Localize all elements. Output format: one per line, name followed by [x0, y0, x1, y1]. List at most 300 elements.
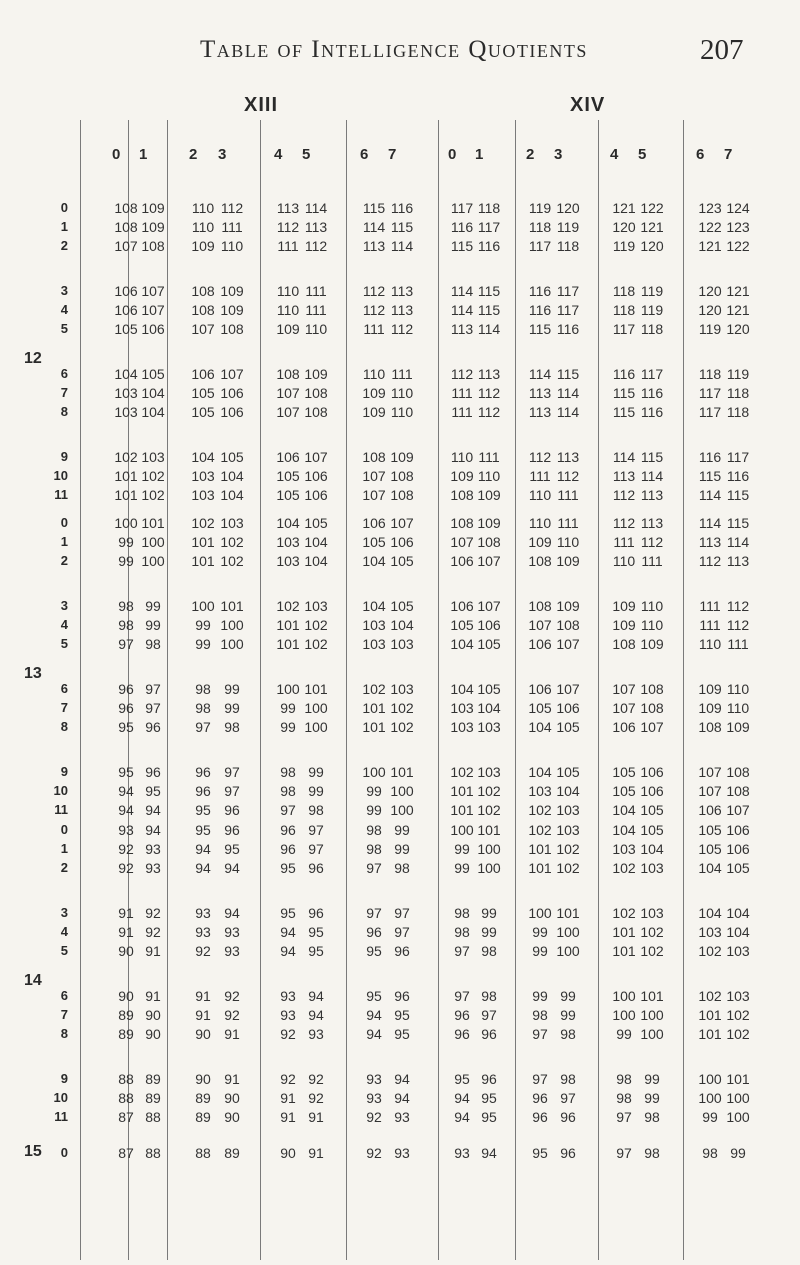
iq-cell: 108: [528, 553, 552, 569]
iq-cell: 108: [612, 636, 636, 652]
iq-cell: 99: [366, 783, 382, 799]
iq-cell: 100: [528, 905, 552, 921]
month-label: 2: [60, 238, 68, 253]
iq-cell: 94: [195, 841, 211, 857]
iq-cell: 115: [612, 404, 636, 420]
iq-cell: 105: [556, 719, 580, 735]
iq-cell: 110: [220, 238, 244, 254]
iq-cell: 108: [114, 200, 138, 216]
iq-cell: 117: [477, 219, 501, 235]
iq-cell: 95: [394, 1007, 410, 1023]
column-header: 2: [189, 146, 198, 163]
iq-cell: 90: [118, 943, 134, 959]
iq-cell: 99: [394, 841, 410, 857]
iq-cell: 108: [304, 404, 328, 420]
iq-cell: 107: [141, 302, 165, 318]
iq-cell: 119: [612, 238, 636, 254]
iq-cell: 90: [195, 1026, 211, 1042]
iq-cell: 106: [640, 783, 664, 799]
iq-cell: 91: [118, 905, 134, 921]
iq-cell: 116: [556, 321, 580, 337]
iq-cell: 114: [726, 534, 750, 550]
iq-cell: 107: [698, 783, 722, 799]
iq-cell: 104: [698, 905, 722, 921]
iq-cell: 98: [454, 905, 470, 921]
iq-cell: 101: [114, 468, 138, 484]
iq-cell: 118: [477, 200, 501, 216]
iq-cell: 90: [145, 1007, 161, 1023]
iq-cell: 113: [477, 366, 501, 382]
iq-cell: 93: [195, 905, 211, 921]
iq-cell: 113: [362, 238, 386, 254]
iq-cell: 115: [640, 449, 664, 465]
iq-cell: 102: [477, 783, 501, 799]
iq-cell: 119: [556, 219, 580, 235]
iq-cell: 117: [698, 385, 722, 401]
iq-cell: 97: [224, 783, 240, 799]
iq-cell: 92: [308, 1090, 324, 1106]
iq-cell: 115: [698, 468, 722, 484]
iq-cell: 103: [556, 802, 580, 818]
iq-cell: 108: [191, 283, 215, 299]
iq-cell: 118: [726, 385, 750, 401]
iq-cell: 106: [528, 636, 552, 652]
iq-cell: 102: [640, 943, 664, 959]
iq-cell: 103: [477, 719, 501, 735]
iq-cell: 118: [556, 238, 580, 254]
iq-cell: 105: [191, 404, 215, 420]
iq-cell: 109: [612, 598, 636, 614]
iq-cell: 116: [640, 385, 664, 401]
iq-cell: 100: [726, 1109, 750, 1125]
iq-cell: 103: [304, 598, 328, 614]
iq-cell: 106: [698, 802, 722, 818]
month-label: 2: [60, 553, 68, 568]
iq-cell: 98: [644, 1109, 660, 1125]
iq-cell: 99: [224, 700, 240, 716]
iq-cell: 104: [191, 449, 215, 465]
iq-cell: 110: [698, 636, 722, 652]
iq-cell: 91: [308, 1145, 324, 1161]
iq-cell: 93: [224, 943, 240, 959]
iq-cell: 101: [390, 764, 414, 780]
iq-cell: 95: [532, 1145, 548, 1161]
iq-cell: 95: [224, 841, 240, 857]
iq-cell: 111: [727, 636, 749, 652]
iq-cell: 99: [481, 905, 497, 921]
iq-cell: 99: [616, 1026, 632, 1042]
iq-cell: 117: [726, 449, 750, 465]
iq-cell: 97: [481, 1007, 497, 1023]
iq-cell: 94: [280, 943, 296, 959]
iq-cell: 98: [145, 636, 161, 652]
iq-cell: 107: [556, 636, 580, 652]
iq-cell: 102: [556, 841, 580, 857]
iq-cell: 107: [362, 487, 386, 503]
iq-cell: 99: [366, 802, 382, 818]
page-number: 207: [700, 34, 744, 66]
iq-cell: 111: [613, 534, 635, 550]
iq-cell: 110: [726, 681, 750, 697]
iq-cell: 99: [532, 943, 548, 959]
iq-cell: 90: [118, 988, 134, 1004]
iq-cell: 115: [362, 200, 386, 216]
column-divider: [80, 120, 81, 1260]
iq-cell: 99: [532, 988, 548, 1004]
iq-cell: 106: [276, 449, 300, 465]
iq-cell: 99: [730, 1145, 746, 1161]
iq-cell: 102: [191, 515, 215, 531]
iq-cell: 100: [698, 1090, 722, 1106]
iq-cell: 96: [532, 1109, 548, 1125]
month-label: 6: [60, 681, 68, 696]
iq-cell: 117: [556, 283, 580, 299]
iq-cell: 100: [362, 764, 386, 780]
iq-cell: 112: [726, 617, 750, 633]
iq-cell: 109: [276, 321, 300, 337]
column-divider: [598, 120, 599, 1260]
iq-cell: 113: [640, 515, 664, 531]
iq-cell: 98: [454, 924, 470, 940]
iq-cell: 107: [304, 449, 328, 465]
iq-cell: 99: [145, 598, 161, 614]
iq-cell: 91: [280, 1109, 296, 1125]
iq-cell: 96: [224, 802, 240, 818]
iq-cell: 92: [145, 905, 161, 921]
iq-cell: 102: [304, 617, 328, 633]
iq-cell: 92: [224, 1007, 240, 1023]
iq-cell: 93: [454, 1145, 470, 1161]
iq-cell: 104: [450, 636, 474, 652]
iq-cell: 121: [612, 200, 636, 216]
iq-cell: 94: [454, 1109, 470, 1125]
iq-cell: 100: [390, 783, 414, 799]
iq-cell: 114: [304, 200, 328, 216]
iq-cell: 93: [195, 924, 211, 940]
iq-cell: 102: [362, 681, 386, 697]
iq-cell: 98: [224, 719, 240, 735]
iq-cell: 97: [308, 822, 324, 838]
iq-cell: 102: [114, 449, 138, 465]
iq-cell: 117: [612, 321, 636, 337]
iq-cell: 97: [616, 1145, 632, 1161]
column-header: 7: [388, 146, 397, 163]
iq-cell: 104: [390, 617, 414, 633]
iq-cell: 101: [114, 487, 138, 503]
iq-cell: 107: [612, 700, 636, 716]
iq-cell: 106: [612, 719, 636, 735]
month-label: 9: [60, 449, 68, 464]
iq-cell: 102: [390, 700, 414, 716]
iq-cell: 97: [145, 681, 161, 697]
iq-cell: 102: [276, 598, 300, 614]
iq-cell: 112: [390, 321, 414, 337]
iq-cell: 108: [114, 219, 138, 235]
iq-cell: 97: [145, 700, 161, 716]
iq-cell: 96: [481, 1026, 497, 1042]
iq-cell: 117: [698, 404, 722, 420]
iq-cell: 118: [640, 321, 664, 337]
iq-cell: 118: [612, 283, 636, 299]
iq-cell: 120: [640, 238, 664, 254]
month-label: 8: [60, 1026, 68, 1041]
iq-cell: 115: [726, 487, 750, 503]
iq-cell: 98: [195, 700, 211, 716]
iq-cell: 89: [145, 1071, 161, 1087]
iq-cell: 94: [224, 905, 240, 921]
iq-cell: 103: [390, 636, 414, 652]
iq-cell: 120: [698, 302, 722, 318]
age-label: 13: [24, 664, 42, 682]
iq-cell: 102: [556, 860, 580, 876]
iq-cell: 104: [528, 764, 552, 780]
iq-cell: 107: [612, 681, 636, 697]
month-label: 3: [60, 598, 68, 613]
iq-cell: 95: [308, 943, 324, 959]
iq-cell: 106: [304, 487, 328, 503]
iq-cell: 120: [612, 219, 636, 235]
iq-cell: 116: [640, 404, 664, 420]
iq-cell: 96: [224, 822, 240, 838]
iq-cell: 101: [276, 617, 300, 633]
iq-cell: 104: [304, 534, 328, 550]
iq-cell: 92: [366, 1145, 382, 1161]
iq-cell: 105: [276, 468, 300, 484]
column-header: 1: [139, 146, 148, 163]
iq-cell: 111: [221, 219, 243, 235]
iq-cell: 107: [556, 681, 580, 697]
iq-cell: 105: [477, 681, 501, 697]
iq-cell: 95: [145, 783, 161, 799]
iq-cell: 104: [141, 385, 165, 401]
iq-cell: 97: [224, 764, 240, 780]
iq-cell: 120: [556, 200, 580, 216]
iq-cell: 113: [304, 219, 328, 235]
month-label: 7: [60, 385, 68, 400]
iq-cell: 106: [726, 822, 750, 838]
month-label: 3: [60, 905, 68, 920]
iq-cell: 101: [141, 515, 165, 531]
iq-cell: 96: [308, 905, 324, 921]
iq-cell: 93: [366, 1071, 382, 1087]
iq-cell: 108: [528, 598, 552, 614]
iq-cell: 105: [640, 802, 664, 818]
month-label: 6: [60, 366, 68, 381]
month-label: 0: [60, 1145, 68, 1160]
iq-cell: 122: [726, 238, 750, 254]
iq-cell: 98: [280, 783, 296, 799]
iq-cell: 99: [560, 988, 576, 1004]
iq-cell: 108: [362, 449, 386, 465]
iq-cell: 97: [195, 719, 211, 735]
iq-cell: 112: [477, 385, 501, 401]
iq-cell: 93: [280, 988, 296, 1004]
iq-cell: 95: [366, 943, 382, 959]
iq-cell: 106: [528, 681, 552, 697]
iq-cell: 88: [195, 1145, 211, 1161]
iq-cell: 96: [454, 1007, 470, 1023]
iq-cell: 98: [532, 1007, 548, 1023]
iq-cell: 93: [145, 860, 161, 876]
iq-cell: 103: [191, 487, 215, 503]
month-label: 6: [60, 988, 68, 1003]
iq-cell: 99: [481, 924, 497, 940]
group-header-xiii: XIII: [244, 94, 279, 116]
iq-cell: 104: [612, 822, 636, 838]
iq-cell: 109: [726, 719, 750, 735]
iq-cell: 114: [698, 487, 722, 503]
iq-cell: 97: [308, 841, 324, 857]
iq-cell: 95: [195, 802, 211, 818]
iq-cell: 117: [556, 302, 580, 318]
iq-cell: 97: [366, 905, 382, 921]
month-label: 0: [60, 515, 68, 530]
iq-cell: 100: [141, 553, 165, 569]
iq-cell: 110: [528, 487, 552, 503]
iq-cell: 102: [477, 802, 501, 818]
iq-cell: 93: [308, 1026, 324, 1042]
iq-cell: 109: [304, 366, 328, 382]
iq-cell: 91: [145, 988, 161, 1004]
column-header: 1: [475, 146, 484, 163]
iq-cell: 90: [145, 1026, 161, 1042]
iq-cell: 103: [640, 860, 664, 876]
iq-cell: 108: [640, 681, 664, 697]
iq-cell: 116: [698, 449, 722, 465]
iq-cell: 98: [644, 1145, 660, 1161]
month-label: 5: [60, 321, 68, 336]
iq-cell: 98: [394, 860, 410, 876]
iq-cell: 116: [528, 302, 552, 318]
iq-cell: 103: [477, 764, 501, 780]
iq-cell: 101: [304, 681, 328, 697]
iq-cell: 102: [141, 468, 165, 484]
iq-cell: 102: [528, 802, 552, 818]
iq-cell: 111: [478, 449, 500, 465]
iq-cell: 107: [114, 238, 138, 254]
iq-cell: 100: [390, 802, 414, 818]
iq-cell: 109: [141, 200, 165, 216]
iq-cell: 108: [220, 321, 244, 337]
iq-cell: 98: [616, 1090, 632, 1106]
month-label: 11: [54, 802, 68, 817]
iq-cell: 88: [145, 1109, 161, 1125]
iq-cell: 109: [390, 449, 414, 465]
iq-cell: 109: [612, 617, 636, 633]
iq-cell: 108: [477, 534, 501, 550]
iq-cell: 101: [191, 553, 215, 569]
page-header: [0, 36, 800, 76]
iq-cell: 108: [450, 515, 474, 531]
iq-cell: 99: [394, 822, 410, 838]
iq-cell: 97: [532, 1026, 548, 1042]
iq-cell: 96: [145, 719, 161, 735]
iq-cell: 101: [191, 534, 215, 550]
iq-cell: 87: [118, 1109, 134, 1125]
iq-cell: 92: [195, 943, 211, 959]
iq-cell: 91: [308, 1109, 324, 1125]
iq-cell: 103: [276, 534, 300, 550]
iq-cell: 96: [394, 988, 410, 1004]
iq-cell: 105: [726, 860, 750, 876]
iq-cell: 103: [114, 385, 138, 401]
iq-cell: 114: [390, 238, 414, 254]
iq-cell: 99: [118, 553, 134, 569]
iq-cell: 109: [528, 534, 552, 550]
iq-cell: 115: [726, 515, 750, 531]
iq-cell: 93: [394, 1145, 410, 1161]
iq-cell: 112: [362, 302, 386, 318]
iq-cell: 89: [224, 1145, 240, 1161]
iq-cell: 109: [220, 302, 244, 318]
iq-cell: 115: [556, 366, 580, 382]
iq-cell: 102: [528, 822, 552, 838]
column-header: 3: [218, 146, 227, 163]
iq-cell: 114: [556, 385, 580, 401]
iq-cell: 100: [698, 1071, 722, 1087]
iq-cell: 102: [698, 943, 722, 959]
iq-cell: 112: [477, 404, 501, 420]
iq-cell: 97: [118, 636, 134, 652]
iq-cell: 100: [640, 1007, 664, 1023]
iq-cell: 95: [118, 764, 134, 780]
iq-cell: 120: [726, 321, 750, 337]
iq-cell: 112: [362, 283, 386, 299]
iq-cell: 111: [641, 553, 663, 569]
iq-cell: 105: [612, 783, 636, 799]
iq-cell: 105: [362, 534, 386, 550]
iq-cell: 119: [640, 283, 664, 299]
iq-cell: 101: [528, 841, 552, 857]
iq-cell: 99: [702, 1109, 718, 1125]
iq-cell: 112: [276, 219, 300, 235]
iq-cell: 100: [612, 1007, 636, 1023]
iq-cell: 102: [726, 1007, 750, 1023]
iq-cell: 94: [481, 1145, 497, 1161]
age-label: 14: [24, 971, 42, 989]
column-header: 3: [554, 146, 563, 163]
iq-cell: 98: [308, 802, 324, 818]
iq-cell: 99: [644, 1090, 660, 1106]
iq-cell: 105: [477, 636, 501, 652]
iq-cell: 114: [362, 219, 386, 235]
column-header: 5: [638, 146, 647, 163]
iq-cell: 112: [220, 200, 244, 216]
iq-cell: 106: [450, 598, 474, 614]
iq-cell: 95: [308, 924, 324, 940]
iq-cell: 104: [698, 860, 722, 876]
iq-cell: 101: [362, 719, 386, 735]
iq-cell: 108: [276, 366, 300, 382]
iq-cell: 94: [308, 1007, 324, 1023]
iq-cell: 110: [726, 700, 750, 716]
iq-cell: 100: [276, 681, 300, 697]
iq-cell: 109: [556, 553, 580, 569]
iq-cell: 110: [362, 366, 386, 382]
iq-cell: 110: [640, 598, 664, 614]
iq-cell: 107: [191, 321, 215, 337]
iq-cell: 93: [366, 1090, 382, 1106]
iq-cell: 94: [280, 924, 296, 940]
iq-cell: 107: [141, 283, 165, 299]
iq-cell: 108: [556, 617, 580, 633]
iq-cell: 101: [450, 783, 474, 799]
iq-cell: 102: [726, 1026, 750, 1042]
iq-cell: 109: [477, 515, 501, 531]
iq-cell: 109: [640, 636, 664, 652]
iq-cell: 118: [698, 366, 722, 382]
month-label: 7: [60, 1007, 68, 1022]
